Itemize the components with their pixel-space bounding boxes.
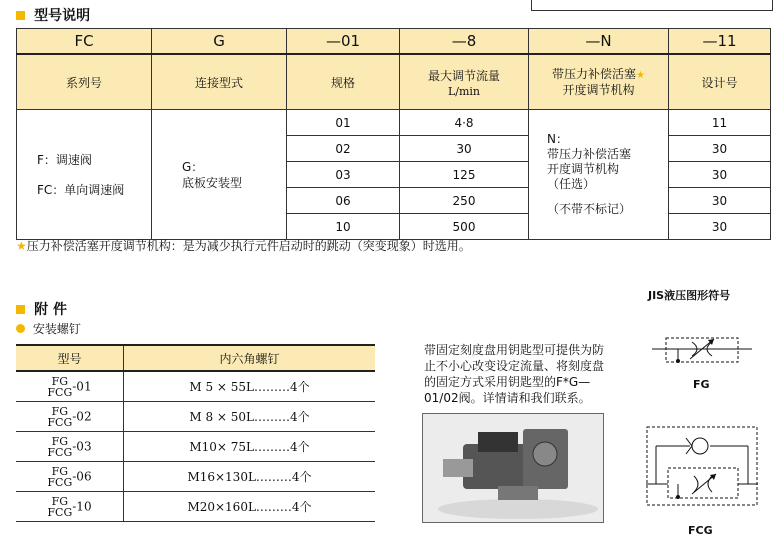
mech-option: N： 带压力补偿活塞 开度调节机构 （任选） （不带不标记） (529, 110, 669, 240)
code-mech: —N (529, 29, 669, 55)
series-options: F：调速阀 FC：单向调速阀 (17, 110, 152, 240)
header-series: 系列号 (17, 54, 152, 110)
fg-label: FG (693, 378, 710, 391)
valve-photo (422, 413, 604, 523)
spec-cell: 02 (287, 136, 400, 162)
bolt-spec: M20×160L………4个 (124, 492, 376, 522)
bolt-model: FG FCG-01 (16, 371, 124, 402)
jis-title: JIS液压图形符号 (648, 289, 731, 302)
bolts-table (16, 344, 375, 522)
code-flow: —8 (400, 29, 529, 55)
footnote: ★压力补偿活塞开度调节机构：是为减少执行元件启动时的跳动（突变现象）时选用。 (16, 239, 471, 253)
bolt-spec: M10× 75L………4个 (124, 432, 376, 462)
fg-symbol (652, 330, 752, 370)
design-cell: 30 (669, 188, 771, 214)
bolt-header-model: 型号 (16, 345, 124, 371)
fcg-symbol (646, 426, 758, 506)
header-connection: 连接型式 (152, 54, 287, 110)
header-spec: 规格 (287, 54, 400, 110)
flow-cell: 30 (400, 136, 529, 162)
bolt-model: FG FCG-10 (16, 492, 124, 522)
model-table (16, 28, 771, 240)
code-spec: —01 (287, 29, 400, 55)
spec-cell: 10 (287, 214, 400, 240)
yellow-square-icon (16, 11, 25, 20)
flow-cell: 4·8 (400, 110, 529, 136)
star-icon: ★ (636, 70, 645, 81)
bolt-spec: M16×130L………4个 (124, 462, 376, 492)
header-mech: 带压力补偿活塞★ 开度调节机构 (529, 54, 669, 110)
connection-option: G： 底板安装型 (152, 110, 287, 240)
header-flow: 最大调节流量 L/min (400, 54, 529, 110)
design-cell: 30 (669, 136, 771, 162)
code-series: FC (17, 29, 152, 55)
bullet-circle-icon (16, 324, 25, 333)
spec-cell: 03 (287, 162, 400, 188)
fcg-label: FCG (688, 524, 713, 537)
flow-cell: 125 (400, 162, 529, 188)
flow-cell: 250 (400, 188, 529, 214)
section-title-model: 型号说明 (16, 5, 90, 25)
code-connection: G (152, 29, 287, 55)
bolts-subtitle: 安装螺钉 (16, 320, 81, 337)
bolt-model: FG FCG-02 (16, 402, 124, 432)
top-right-box (531, 0, 773, 11)
bolt-header-spec: 内六角螺钉 (124, 345, 376, 371)
code-design: —11 (669, 29, 771, 55)
bolt-spec: M 8 × 50L………4个 (124, 402, 376, 432)
design-cell: 11 (669, 110, 771, 136)
flow-cell: 500 (400, 214, 529, 240)
design-cell: 30 (669, 214, 771, 240)
bolt-model: FG FCG-03 (16, 432, 124, 462)
header-design: 设计号 (669, 54, 771, 110)
spec-cell: 06 (287, 188, 400, 214)
design-cell: 30 (669, 162, 771, 188)
section-title-accessories: 附 件 (16, 299, 67, 319)
star-icon: ★ (16, 239, 27, 253)
bolt-spec: M 5 × 55L………4个 (124, 371, 376, 402)
yellow-square-icon (16, 305, 25, 314)
key-type-description: 带固定刻度盘用钥匙型可提供为防止不小心改变设定流量、将刻度盘的固定方式采用钥匙型的F*G—01/02阀。详情请和我们联系。 (424, 343, 605, 405)
bolt-model: FG FCG-06 (16, 462, 124, 492)
spec-cell: 01 (287, 110, 400, 136)
